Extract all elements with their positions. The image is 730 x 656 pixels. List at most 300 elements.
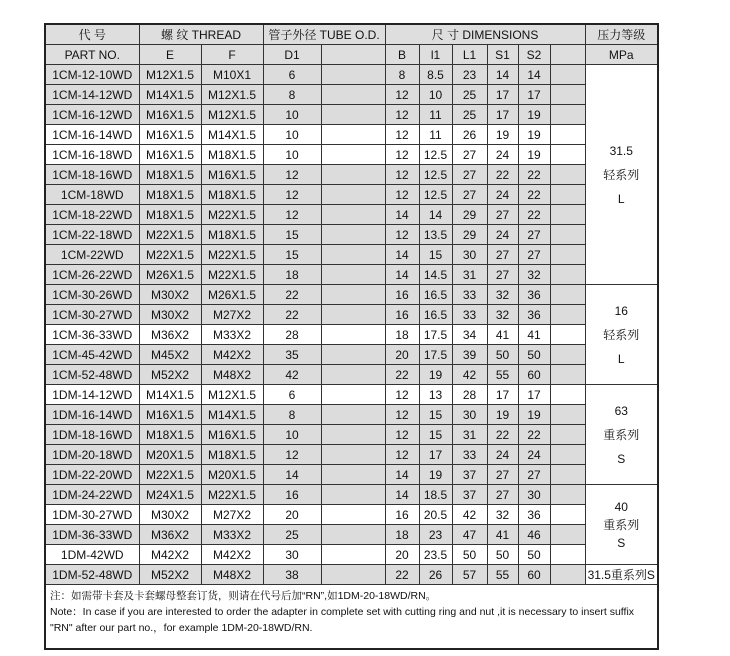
cell-l1: 8.5: [419, 65, 452, 85]
cell-blank: [321, 545, 385, 565]
cell-d1: 10: [263, 145, 321, 165]
cell-part: 1CM-16-14WD: [45, 125, 139, 145]
cell-s2: 36: [518, 505, 550, 525]
cell-part: 1CM-52-48WD: [45, 365, 139, 385]
table-row: [45, 425, 658, 445]
header-part-en: PART NO.: [45, 45, 139, 65]
cell-d1: 12: [263, 205, 321, 225]
cell-b: 18: [385, 525, 419, 545]
cell-l1: 31: [452, 425, 487, 445]
cell-s2: 27: [518, 245, 550, 265]
header-dim-L1: L1: [452, 45, 487, 65]
cell-part: 1DM-30-27WD: [45, 505, 139, 525]
table-row: [45, 485, 658, 505]
cell-e: M16X1.5: [139, 125, 201, 145]
cell-extra: [550, 85, 585, 105]
cell-l1: 11: [419, 105, 452, 125]
cell-extra: [550, 365, 585, 385]
pressure-line: 轻系列: [603, 167, 640, 182]
cell-b: 14: [385, 205, 419, 225]
cell-d1: 35: [263, 345, 321, 365]
cell-blank: [321, 185, 385, 205]
cell-e: M12X1.5: [139, 65, 201, 85]
cell-l1: 16.5: [419, 305, 452, 325]
table-row: [45, 505, 658, 525]
cell-s1: 50: [487, 545, 518, 565]
cell-s2: 22: [518, 165, 550, 185]
cell-blank: [321, 145, 385, 165]
pressure-line: L: [617, 191, 625, 206]
cell-l1: 27: [452, 145, 487, 165]
table-row: [45, 185, 658, 205]
cell-b: 14: [385, 245, 419, 265]
cell-s1: 32: [487, 285, 518, 305]
cell-part: 1DM-22-20WD: [45, 465, 139, 485]
cell-part: 1DM-18-16WD: [45, 425, 139, 445]
cell-blank: [321, 225, 385, 245]
cell-f: M33X2: [201, 525, 263, 545]
cell-l1: 33: [452, 305, 487, 325]
cell-l1: 37: [452, 485, 487, 505]
cell-e: M30X2: [139, 305, 201, 325]
cell-part: 1DM-14-12WD: [45, 385, 139, 405]
cell-s1: 14: [487, 65, 518, 85]
table-row: [45, 525, 658, 545]
cell-part: 1CM-22-18WD: [45, 225, 139, 245]
cell-l1: 11: [419, 125, 452, 145]
cell-extra: [550, 65, 585, 85]
table-row: [45, 265, 658, 285]
cell-part: 1DM-20-18WD: [45, 445, 139, 465]
pressure-line: 16: [614, 303, 628, 318]
table-row: [45, 245, 658, 265]
cell-blank: [321, 125, 385, 145]
cell-s2: 19: [518, 405, 550, 425]
cell-e: M18X1.5: [139, 165, 201, 185]
cell-d1: 15: [263, 225, 321, 245]
cell-l1: 27: [452, 185, 487, 205]
cell-d1: 28: [263, 325, 321, 345]
note-en: Note：In case if you are interested to order the adapter in complete set with cutting ring and nut ,it is necessary to insert suffix "RN" after our part no.，for example 1DM-20-18WD/RN.: [50, 606, 635, 634]
cell-s2: 50: [518, 345, 550, 365]
cell-s2: 27: [518, 465, 550, 485]
cell-s2: 19: [518, 125, 550, 145]
cell-extra: [550, 485, 585, 505]
cell-l1: 13: [419, 385, 452, 405]
header-d1: D1: [263, 45, 321, 65]
cell-b: 12: [385, 405, 419, 425]
cell-extra: [550, 225, 585, 245]
cell-extra: [550, 105, 585, 125]
cell-l1: 30: [452, 405, 487, 425]
cell-part: 1CM-18-16WD: [45, 165, 139, 185]
pressure-group-cell: [585, 485, 658, 565]
pressure-group-cell: [585, 565, 658, 585]
header-dim-b: B: [385, 45, 419, 65]
cell-f: M18X1.5: [201, 185, 263, 205]
cell-f: M10X1: [201, 65, 263, 85]
cell-l1: 23.5: [419, 545, 452, 565]
cell-f: M42X2: [201, 545, 263, 565]
cell-blank: [321, 105, 385, 125]
cell-s1: 55: [487, 365, 518, 385]
spec-table: [44, 23, 659, 650]
cell-s2: 24: [518, 445, 550, 465]
cell-part: 1DM-42WD: [45, 545, 139, 565]
cell-part: 1CM-30-27WD: [45, 305, 139, 325]
cell-extra: [550, 205, 585, 225]
cell-part: 1CM-45-42WD: [45, 345, 139, 365]
cell-d1: 10: [263, 125, 321, 145]
cell-e: M36X2: [139, 325, 201, 345]
cell-l1: 17.5: [419, 325, 452, 345]
cell-b: 12: [385, 185, 419, 205]
cell-l1: 17: [419, 445, 452, 465]
cell-s1: 17: [487, 85, 518, 105]
cell-l1: 15: [419, 245, 452, 265]
table-row: [45, 205, 658, 225]
pressure-line: 40: [614, 499, 628, 514]
pressure-line: 31.5重系列S: [587, 567, 655, 582]
cell-e: M14X1.5: [139, 385, 201, 405]
cell-d1: 20: [263, 505, 321, 525]
cell-blank: [321, 65, 385, 85]
cell-s1: 19: [487, 125, 518, 145]
cell-d1: 10: [263, 425, 321, 445]
cell-s2: 32: [518, 265, 550, 285]
cell-b: 16: [385, 285, 419, 305]
cell-b: 12: [385, 125, 419, 145]
cell-part: 1DM-36-33WD: [45, 525, 139, 545]
cell-part: 1CM-18WD: [45, 185, 139, 205]
cell-f: M12X1.5: [201, 385, 263, 405]
pressure-line: 重系列: [603, 427, 640, 442]
cell-l1: 39: [452, 345, 487, 365]
cell-e: M24X1.5: [139, 485, 201, 505]
cell-s1: 27: [487, 245, 518, 265]
cell-e: M14X1.5: [139, 85, 201, 105]
cell-l1: 10: [419, 85, 452, 105]
cell-l1: 25: [452, 85, 487, 105]
cell-blank: [321, 565, 385, 585]
cell-s2: 22: [518, 425, 550, 445]
cell-e: M30X2: [139, 505, 201, 525]
cell-f: M48X2: [201, 565, 263, 585]
cell-b: 12: [385, 145, 419, 165]
cell-l1: 19: [419, 365, 452, 385]
cell-s1: 32: [487, 305, 518, 325]
cell-d1: 6: [263, 385, 321, 405]
cell-f: M18X1.5: [201, 445, 263, 465]
header-thread-f: F: [201, 45, 263, 65]
cell-e: M30X2: [139, 285, 201, 305]
cell-s2: 41: [518, 325, 550, 345]
cell-f: M14X1.5: [201, 125, 263, 145]
cell-s2: 36: [518, 285, 550, 305]
table-row: [45, 85, 658, 105]
cell-e: M52X2: [139, 365, 201, 385]
cell-d1: 8: [263, 405, 321, 425]
cell-l1: 37: [452, 465, 487, 485]
cell-l1: 13.5: [419, 225, 452, 245]
cell-f: M12X1.5: [201, 85, 263, 105]
header-thread: 螺 纹 THREAD: [139, 24, 263, 45]
cell-d1: 15: [263, 245, 321, 265]
cell-s2: 46: [518, 525, 550, 545]
table-row: [45, 305, 658, 325]
cell-b: 22: [385, 365, 419, 385]
pressure-line: L: [617, 351, 625, 366]
cell-s2: 17: [518, 85, 550, 105]
table-row: [45, 285, 658, 305]
cell-e: M42X2: [139, 545, 201, 565]
table-row: [45, 65, 658, 85]
cell-s2: 14: [518, 65, 550, 85]
cell-f: M18X1.5: [201, 145, 263, 165]
cell-d1: 14: [263, 465, 321, 485]
cell-l1: 19: [419, 465, 452, 485]
cell-part: 1DM-24-22WD: [45, 485, 139, 505]
table-row: [45, 565, 658, 585]
cell-l1: 26: [452, 125, 487, 145]
cell-s1: 32: [487, 505, 518, 525]
table-row: [45, 365, 658, 385]
cell-blank: [321, 285, 385, 305]
cell-part: 1CM-22WD: [45, 245, 139, 265]
cell-s2: 27: [518, 225, 550, 245]
cell-s1: 22: [487, 425, 518, 445]
cell-extra: [550, 525, 585, 545]
cell-d1: 12: [263, 445, 321, 465]
pressure-group-cell: [585, 385, 658, 485]
cell-extra: [550, 465, 585, 485]
spec-body: [45, 65, 658, 585]
cell-part: 1CM-30-26WD: [45, 285, 139, 305]
pressure-line: 63: [614, 403, 628, 418]
cell-l1: 15: [419, 425, 452, 445]
cell-part: 1DM-16-14WD: [45, 405, 139, 425]
cell-blank: [321, 485, 385, 505]
cell-extra: [550, 405, 585, 425]
cell-d1: 8: [263, 85, 321, 105]
cell-s1: 22: [487, 165, 518, 185]
cell-blank: [321, 445, 385, 465]
cell-extra: [550, 165, 585, 185]
cell-blank: [321, 265, 385, 285]
cell-d1: 18: [263, 265, 321, 285]
cell-f: M42X2: [201, 345, 263, 365]
cell-blank: [321, 465, 385, 485]
cell-f: M16X1.5: [201, 425, 263, 445]
cell-extra: [550, 265, 585, 285]
cell-f: M48X2: [201, 365, 263, 385]
notes-row: [45, 585, 658, 650]
cell-e: M16X1.5: [139, 405, 201, 425]
cell-s2: 19: [518, 105, 550, 125]
cell-s2: 36: [518, 305, 550, 325]
cell-b: 12: [385, 425, 419, 445]
cell-s1: 27: [487, 465, 518, 485]
cell-e: M36X2: [139, 525, 201, 545]
table-row: [45, 465, 658, 485]
cell-l1: 14: [419, 205, 452, 225]
cell-s1: 41: [487, 325, 518, 345]
cell-extra: [550, 305, 585, 325]
cell-extra: [550, 505, 585, 525]
table-row: [45, 125, 658, 145]
cell-e: M20X1.5: [139, 445, 201, 465]
cell-extra: [550, 545, 585, 565]
header-dim-s2: S2: [518, 45, 550, 65]
cell-l1: 12.5: [419, 185, 452, 205]
cell-part: 1CM-12-10WD: [45, 65, 139, 85]
pressure-line: 轻系列: [603, 327, 640, 342]
pressure-line: S: [617, 451, 626, 466]
cell-s1: 24: [487, 225, 518, 245]
cell-b: 22: [385, 565, 419, 585]
cell-l1: 26: [419, 565, 452, 585]
cell-s1: 27: [487, 485, 518, 505]
cell-blank: [321, 365, 385, 385]
cell-blank: [321, 405, 385, 425]
cell-extra: [550, 345, 585, 365]
table-row: [45, 545, 658, 565]
table-row: [45, 225, 658, 245]
cell-d1: 6: [263, 65, 321, 85]
cell-part: 1CM-26-22WD: [45, 265, 139, 285]
cell-f: M16X1.5: [201, 165, 263, 185]
cell-l1: 57: [452, 565, 487, 585]
cell-d1: 22: [263, 285, 321, 305]
cell-part: 1CM-18-22WD: [45, 205, 139, 225]
cell-extra: [550, 425, 585, 445]
pressure-line: S: [617, 535, 626, 550]
header-dim-s1: S1: [487, 45, 518, 65]
table-row: [45, 345, 658, 365]
cell-blank: [321, 305, 385, 325]
table-row: [45, 165, 658, 185]
cell-blank: [321, 245, 385, 265]
cell-b: 14: [385, 265, 419, 285]
cell-s1: 50: [487, 345, 518, 365]
cell-b: 12: [385, 165, 419, 185]
cell-l1: 14.5: [419, 265, 452, 285]
cell-part: 1DM-52-48WD: [45, 565, 139, 585]
cell-l1: 28: [452, 385, 487, 405]
cell-l1: 27: [452, 165, 487, 185]
cell-b: 12: [385, 445, 419, 465]
cell-l1: 15: [419, 405, 452, 425]
cell-extra: [550, 325, 585, 345]
cell-l1: 29: [452, 225, 487, 245]
header-row-2: [45, 45, 658, 65]
cell-s2: 22: [518, 185, 550, 205]
cell-d1: 30: [263, 545, 321, 565]
cell-s1: 24: [487, 185, 518, 205]
pressure-group-cell: [585, 65, 658, 285]
header-thread-e: E: [139, 45, 201, 65]
cell-l1: 33: [452, 285, 487, 305]
cell-s1: 24: [487, 145, 518, 165]
table-row: [45, 445, 658, 465]
cell-part: 1CM-16-18WD: [45, 145, 139, 165]
table-row: [45, 145, 658, 165]
table-row: [45, 405, 658, 425]
cell-extra: [550, 125, 585, 145]
cell-b: 20: [385, 545, 419, 565]
cell-extra: [550, 145, 585, 165]
cell-b: 8: [385, 65, 419, 85]
table-row: [45, 385, 658, 405]
cell-e: M22X1.5: [139, 245, 201, 265]
header-blank: [321, 45, 385, 65]
cell-f: M27X2: [201, 305, 263, 325]
cell-l1: 16.5: [419, 285, 452, 305]
cell-d1: 12: [263, 185, 321, 205]
cell-l1: 12.5: [419, 145, 452, 165]
cell-s1: 19: [487, 405, 518, 425]
cell-b: 16: [385, 305, 419, 325]
cell-f: M33X2: [201, 325, 263, 345]
cell-s1: 24: [487, 445, 518, 465]
cell-blank: [321, 345, 385, 365]
cell-l1: 25: [452, 105, 487, 125]
header-pressure-cn: 压力等级: [585, 24, 658, 45]
cell-l1: 23: [452, 65, 487, 85]
cell-part: 1CM-16-12WD: [45, 105, 139, 125]
cell-b: 18: [385, 325, 419, 345]
cell-f: M27X2: [201, 505, 263, 525]
cell-e: M22X1.5: [139, 465, 201, 485]
cell-f: M12X1.5: [201, 105, 263, 125]
cell-b: 12: [385, 225, 419, 245]
cell-e: M52X2: [139, 565, 201, 585]
cell-f: M14X1.5: [201, 405, 263, 425]
cell-s2: 17: [518, 385, 550, 405]
cell-e: M18X1.5: [139, 205, 201, 225]
cell-part: 1CM-14-12WD: [45, 85, 139, 105]
cell-l1: 42: [452, 365, 487, 385]
header-row-1: [45, 24, 658, 45]
cell-b: 14: [385, 465, 419, 485]
cell-l1: 50: [452, 545, 487, 565]
cell-blank: [321, 525, 385, 545]
header-part-cn: 代 号: [45, 24, 139, 45]
cell-e: M22X1.5: [139, 225, 201, 245]
cell-e: M16X1.5: [139, 145, 201, 165]
cell-part: 1CM-36-33WD: [45, 325, 139, 345]
cell-s1: 55: [487, 565, 518, 585]
cell-l1: 18.5: [419, 485, 452, 505]
header-pressure-unit: MPa: [585, 45, 658, 65]
cell-blank: [321, 165, 385, 185]
cell-s1: 27: [487, 205, 518, 225]
cell-s1: 17: [487, 385, 518, 405]
cell-b: 16: [385, 505, 419, 525]
cell-l1: 33: [452, 445, 487, 465]
cell-l1: 17.5: [419, 345, 452, 365]
cell-s1: 17: [487, 105, 518, 125]
cell-blank: [321, 325, 385, 345]
cell-e: M26X1.5: [139, 265, 201, 285]
cell-s2: 30: [518, 485, 550, 505]
cell-l1: 23: [419, 525, 452, 545]
cell-f: M26X1.5: [201, 285, 263, 305]
cell-e: M18X1.5: [139, 425, 201, 445]
cell-l1: 47: [452, 525, 487, 545]
cell-b: 14: [385, 485, 419, 505]
table-row: [45, 105, 658, 125]
